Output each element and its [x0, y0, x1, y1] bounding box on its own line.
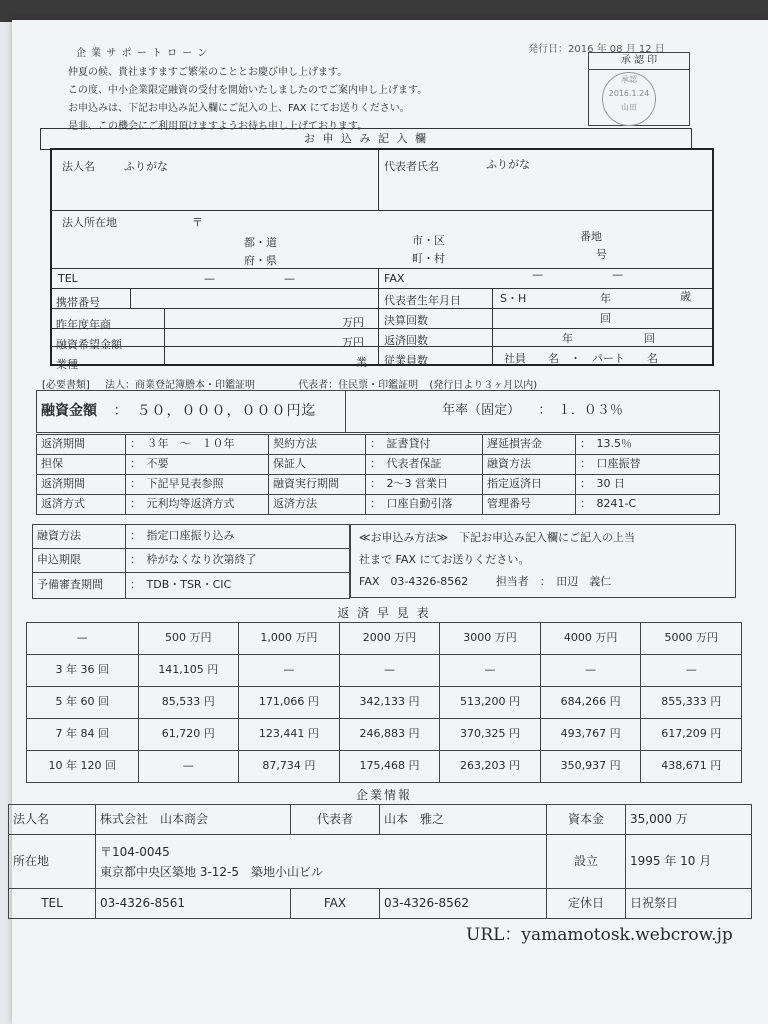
staff-label: 社員 名 ・ パート 名 [504, 352, 658, 365]
schedule-cell: — [540, 655, 641, 687]
schedule-cell: 263,203 円 [440, 751, 541, 783]
desired-amount-label: 融資希望金額 [56, 338, 122, 351]
terms-table [36, 434, 720, 515]
term-label: 融資方法 [33, 525, 126, 549]
industry-label: 業種 [56, 358, 78, 371]
term-label: 保証人 [269, 455, 366, 475]
desk-edge [0, 0, 768, 22]
settlement-label: 決算回数 [384, 314, 428, 327]
schedule-cell: — [440, 655, 541, 687]
company-row [9, 889, 752, 919]
term-label: 申込期限 [33, 549, 126, 573]
schedule-cell: 175,468 円 [339, 751, 440, 783]
term-value: ： 2〜3 営業日 [366, 475, 483, 495]
company-label: 資本金 [547, 805, 626, 835]
company-label: 代表者 [291, 805, 380, 835]
schedule-cell: — [239, 655, 340, 687]
schedule-cell: 493,767 円 [540, 719, 641, 751]
kai-label: 回 [600, 312, 611, 325]
schedule-cell: — [138, 751, 239, 783]
greeting-line: 仲夏の候、貴社ますますご繁栄のこととお慶び申し上げます。 [68, 67, 348, 78]
terms-row [37, 495, 720, 515]
application-method-box [350, 524, 736, 598]
term-label: 返済方法 [269, 495, 366, 515]
rate-label: 年率（固定） [442, 403, 521, 419]
term-label: 管理番号 [483, 495, 576, 515]
schedule-row [27, 719, 742, 751]
company-table [8, 804, 752, 919]
schedule-header: 3000 万円 [440, 623, 541, 655]
term-value: ： 8241-C [576, 495, 720, 515]
company-label: TEL [9, 889, 96, 919]
term-label: 担保 [37, 455, 126, 475]
company-postal: 〒104-0045 [100, 844, 170, 859]
schedule-cell: 246,883 円 [339, 719, 440, 751]
stamp-text: 承認 [621, 75, 637, 84]
company-value: 03-4326-8562 [380, 889, 547, 919]
required-docs-note: (発行日より３ヶ月以内) [429, 380, 538, 391]
company-label: 定休日 [547, 889, 626, 919]
required-docs [42, 376, 537, 391]
greeting [68, 64, 427, 136]
term-label: 返済期間 [37, 435, 126, 455]
issue-date: 発行日：2016 年 08 月 12 日 [528, 44, 665, 55]
term-value: ： TDB・TSR・CIC [126, 573, 350, 599]
loan-amount-value: ： ５０，０００，０００円迄 [113, 402, 317, 419]
term-label: 融資実行期間 [269, 475, 366, 495]
schedule-cell: 350,937 円 [540, 751, 641, 783]
rate-cell [346, 391, 720, 433]
to-do-label: 都・道 [244, 236, 277, 249]
schedule-cell: 513,200 円 [440, 687, 541, 719]
schedule-cell: 370,325 円 [440, 719, 541, 751]
company-title: 企業情報 [355, 788, 412, 802]
term-value: ： 元利均等返済方式 [126, 495, 269, 515]
stamp-text: 2016.1.24 [608, 89, 650, 98]
company-value: 日祝祭日 [626, 889, 752, 919]
company-label: 設立 [547, 835, 626, 889]
method-line: 社まで FAX にてお送りください。 [359, 553, 530, 566]
company-address-line: 東京都中央区築地 3-12-5 築地小山ビル [100, 864, 324, 879]
schedule-title: 返 済 早 見 表 [337, 606, 431, 620]
fax-dash: — [532, 268, 543, 281]
fax-label: FAX [384, 272, 405, 285]
required-docs-rep: 代表者：住民票・印鑑証明 [298, 380, 419, 391]
corp-name-label: 法人名 [62, 160, 95, 173]
schedule-cell: 342,133 円 [339, 687, 440, 719]
term-value: ： 30 日 [576, 475, 720, 495]
schedule-header: — [27, 623, 139, 655]
term-label: 融資方法 [483, 455, 576, 475]
term-label: 返済期間 [37, 475, 126, 495]
schedule-cell: 5 年 60 回 [27, 687, 139, 719]
kai-label: 回 [644, 332, 655, 345]
schedule-cell: 3 年 36 回 [27, 655, 139, 687]
man-yen-label: 万円 [342, 316, 364, 329]
schedule-cell: 87,734 円 [239, 751, 340, 783]
company-label: 所在地 [9, 835, 96, 889]
tel-dash: — [204, 272, 215, 285]
stamp-title: 承 認 印 [589, 53, 689, 70]
repay-count-label: 返済回数 [384, 334, 428, 347]
company-value: 株式会社 山本商会 [96, 805, 291, 835]
term-label: 契約方法 [269, 435, 366, 455]
tel-dash: — [284, 272, 295, 285]
term-label: 遅延損害金 [483, 435, 576, 455]
terms-row [37, 475, 720, 495]
gyo-label: 業 [356, 356, 367, 369]
schedule-cell: 10 年 120 回 [27, 751, 139, 783]
prev-sales-label: 昨年度年商 [56, 318, 111, 331]
schedule-cell: 617,209 円 [641, 719, 742, 751]
rate-value: ： １．０３％ [538, 403, 623, 419]
company-value: 03-4326-8561 [96, 889, 291, 919]
schedule-cell: 85,533 円 [138, 687, 239, 719]
greeting-line: お申込みは、下記お申込み記入欄にご記入の上、FAX にてお送りください。 [68, 103, 410, 114]
banchi-label: 番地 [580, 230, 602, 243]
schedule-row [27, 655, 742, 687]
method-line: ≪お申込み方法≫ 下記お申込み記入欄にご記入の上当 [359, 531, 636, 544]
schedule-cell: 123,441 円 [239, 719, 340, 751]
postal-mark: 〒 [192, 216, 203, 229]
sh-label: S・H [500, 292, 527, 305]
term-value: ： 不要 [126, 455, 269, 475]
loan-amount-table [36, 390, 720, 433]
terms-row [33, 549, 350, 573]
application-title: お 申 込 み 記 入 欄 [40, 128, 692, 150]
nen-label: 年 [562, 332, 573, 345]
employees-label: 従業員数 [384, 354, 428, 367]
loan-amount-label: 融資金額 [41, 402, 97, 419]
term-label: 返済方式 [37, 495, 126, 515]
go-label: 号 [596, 248, 607, 261]
fu-ken-label: 府・県 [244, 254, 277, 267]
schedule-cell: 7 年 84 回 [27, 719, 139, 751]
company-label: FAX [291, 889, 380, 919]
terms-row [37, 455, 720, 475]
method-contact [359, 571, 727, 593]
term-value: ： 指定口座振り込み [126, 525, 350, 549]
required-docs-label: [必要書類] [42, 380, 90, 391]
term-value: ： 代表者保証 [366, 455, 483, 475]
company-url: URL：yamamotosk.webcrow.jp [466, 925, 733, 945]
schedule-cell: 438,671 円 [641, 751, 742, 783]
man-yen-label: 万円 [342, 336, 364, 349]
company-value: 1995 年 10 月 [626, 835, 752, 889]
schedule-header: 2000 万円 [339, 623, 440, 655]
year-label: 年 [600, 292, 611, 305]
term-value: ： 枠がなくなり次第終了 [126, 549, 350, 573]
furigana-label: ふりがな [124, 160, 168, 173]
term-label: 予備審査期間 [33, 573, 126, 599]
tel-label: TEL [58, 272, 78, 285]
rep-name-label: 代表者氏名 [384, 160, 439, 173]
method-fax: FAX 03-4326-8562 [359, 575, 469, 588]
application-terms-table [32, 524, 350, 599]
loan-amount-cell [37, 391, 346, 433]
terms-row [37, 435, 720, 455]
term-value: ： ３年 〜 １０年 [126, 435, 269, 455]
term-value: ： 下記早見表参照 [126, 475, 269, 495]
schedule-row [27, 751, 742, 783]
schedule-header: 1,000 万円 [239, 623, 340, 655]
rep-furigana-label: ふりがな [486, 158, 530, 171]
terms-row [33, 525, 350, 549]
schedule-table [26, 622, 742, 783]
company-row [9, 835, 752, 889]
schedule-header: 5000 万円 [641, 623, 742, 655]
company-row [9, 805, 752, 835]
stamp-text: 山田 [621, 103, 637, 112]
address-label: 法人所在地 [62, 216, 117, 229]
schedule-cell: 141,105 円 [138, 655, 239, 687]
terms-row [33, 573, 350, 599]
company-label: 法人名 [9, 805, 96, 835]
method-person: 担当者 ： 田辺 義仁 [495, 575, 612, 588]
schedule-cell: 171,066 円 [239, 687, 340, 719]
mobile-label: 携帯番号 [56, 296, 100, 309]
application-form [50, 148, 714, 366]
schedule-row [27, 687, 742, 719]
schedule-cell: — [339, 655, 440, 687]
age-label: 歳 [680, 290, 691, 303]
term-value: ： 口座振替 [576, 455, 720, 475]
schedule-cell: 61,720 円 [138, 719, 239, 751]
product-title: 企 業 サ ポ ー ト ロ ー ン [76, 48, 209, 59]
company-value: 山本 雅之 [380, 805, 547, 835]
schedule-cell: 684,266 円 [540, 687, 641, 719]
company-address [96, 835, 547, 889]
fax-dash: — [612, 268, 623, 281]
greeting-line: この度、中小企業限定融資の受付を開始いたしましたのでご案内申し上げます。 [68, 85, 428, 96]
cho-son-label: 町・村 [412, 252, 445, 265]
term-label: 指定返済日 [483, 475, 576, 495]
schedule-header: 500 万円 [138, 623, 239, 655]
schedule-cell: — [641, 655, 742, 687]
shi-ku-label: 市・区 [412, 234, 445, 247]
schedule-header-row [27, 623, 742, 655]
company-value: 35,000 万 [626, 805, 752, 835]
term-value: ： 証書貸付 [366, 435, 483, 455]
required-docs-corp: 法人：商業登記簿謄本・印鑑証明 [105, 380, 255, 391]
schedule-header: 4000 万円 [540, 623, 641, 655]
schedule-cell: 855,333 円 [641, 687, 742, 719]
greeting-line: 是非、この機会にご利用頂けますようお待ち申し上げております。 [68, 121, 368, 132]
term-value: ： 口座自動引落 [366, 495, 483, 515]
approval-stamp [602, 72, 656, 126]
rep-birth-label: 代表者生年月日 [384, 294, 461, 307]
term-value: ： 13.5％ [576, 435, 720, 455]
